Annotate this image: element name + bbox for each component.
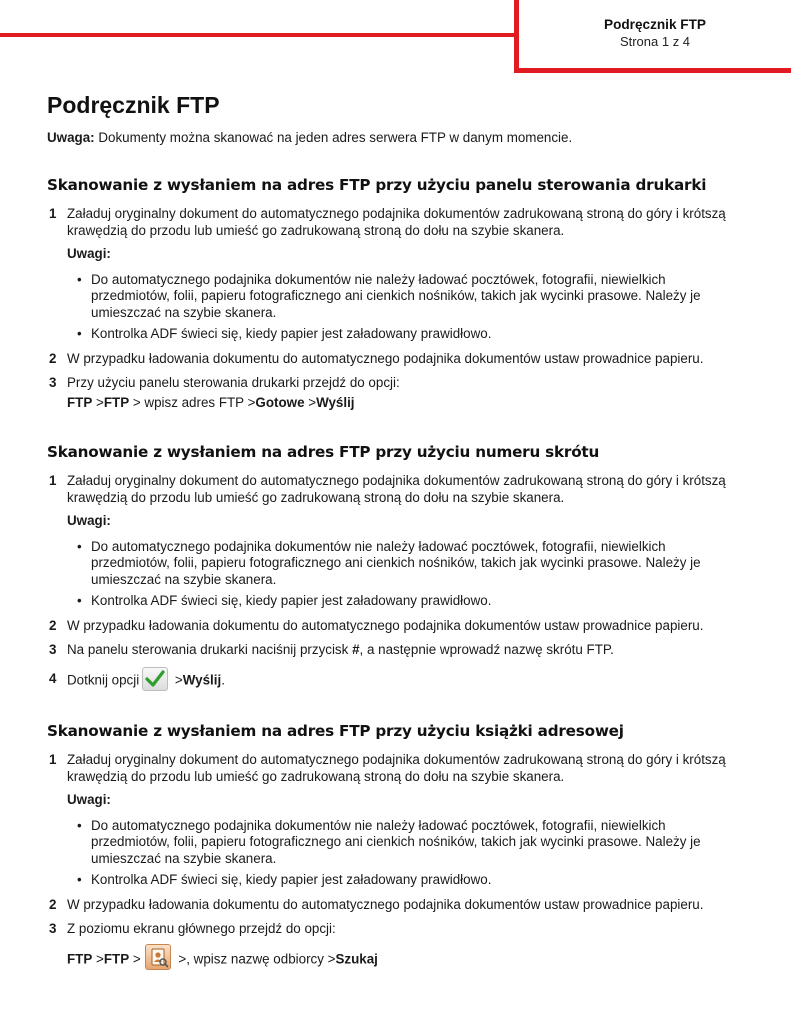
section-address-book <box>47 722 747 978</box>
list-item: • Do automatycznego podajnika dokumentów nie należy ładować pocztówek, fotografii, niewielkich przedmiotów, folii, papieru fotograficznego ani cienkich nośników, takich jak wycinki prasowe. Należy je umieszczać na szybie skanera. <box>77 817 701 866</box>
list-item: • Kontrolka ADF świeci się, kiedy papier jest załadowany prawidłowo. <box>77 593 492 608</box>
header-title: Podręcznik FTP <box>604 17 706 32</box>
step-1 <box>47 752 747 889</box>
section-shortcut-number <box>47 443 747 699</box>
step-3 <box>47 921 747 970</box>
header-accent-rule <box>0 33 519 37</box>
step-number: 2 <box>49 350 57 366</box>
list-item: • Do automatycznego podajnika dokumentów nie należy ładować pocztówek, fotografii, niewielkich przedmiotów, folii, papieru fotograficznego ani cienkich nośników, takich jak wycinki prasowe. Należy je umieszczać na szybie skanera. <box>77 538 701 587</box>
step-text: Załaduj oryginalny dokument do automatycznego podajnika dokumentów zadrukowaną stroną do góry i krótszą krawędzią do przodu lub umieść go zadrukowaną stroną do dołu na szybie skanera. <box>67 206 726 238</box>
list-item: • Do automatycznego podajnika dokumentów nie należy ładować pocztówek, fotografii, niewielkich przedmiotów, folii, papieru fotograficznego ani cienkich nośników, takich jak wycinki prasowe. Należy je umieszczać na szybie skanera. <box>77 271 701 320</box>
bullet-icon: • <box>77 538 82 554</box>
notes-list <box>67 818 747 889</box>
step-number: 3 <box>49 921 57 936</box>
bullet-icon: • <box>77 817 82 833</box>
step-text: W przypadku ładowania dokumentu do automatycznego podajnika dokumentów ustaw prowadnice papieru. <box>67 896 704 912</box>
notes-label: Uwagi: <box>67 513 111 528</box>
note-label: Uwaga: <box>47 130 95 145</box>
step-text: Załaduj oryginalny dokument do automatycznego podajnika dokumentów zadrukowaną stroną do góry i krótszą krawędzią do przodu lub umieść go zadrukowaną stroną do dołu na szybie skanera. <box>67 473 726 505</box>
header-accent-horizontal <box>514 68 791 73</box>
notes-list <box>67 539 747 610</box>
step-text: Z poziomu ekranu głównego przejdź do opcji: <box>67 921 336 936</box>
step-1 <box>47 473 747 610</box>
step-4: 4 Dotknij opcji >Wyślij. <box>47 671 747 691</box>
step-text: W przypadku ładowania dokumentu do automatycznego podajnika dokumentów ustaw prowadnice papieru. <box>67 350 704 366</box>
step-number: 1 <box>49 752 57 767</box>
bullet-icon: • <box>77 271 82 287</box>
step-text: Załaduj oryginalny dokument do automatycznego podajnika dokumentów zadrukowaną stroną do góry i krótszą krawędzią do przodu lub umieść go zadrukowaną stroną do dołu na szybie skanera. <box>67 752 726 784</box>
checkmark-icon <box>142 667 168 691</box>
section-control-panel <box>47 176 747 419</box>
bullet-icon: • <box>77 872 82 887</box>
step-3 <box>47 375 747 411</box>
section-heading: Skanowanie z wysłaniem na adres FTP przy użyciu książki adresowej <box>47 722 624 740</box>
notes-label: Uwagi: <box>67 792 111 807</box>
section-heading: Skanowanie z wysłaniem na adres FTP przy użyciu numeru skrótu <box>47 443 600 461</box>
step-1 <box>47 206 747 343</box>
step-number: 1 <box>49 473 57 488</box>
step-number: 4 <box>49 670 57 686</box>
bullet-icon: • <box>77 326 82 341</box>
menu-path: FTP >FTP > wpisz adres FTP >Gotowe >Wyślij <box>67 394 355 410</box>
page-number: Strona 1 z 4 <box>619 34 691 49</box>
list-item: • Kontrolka ADF świeci się, kiedy papier jest załadowany prawidłowo. <box>77 326 492 341</box>
step-number: 3 <box>49 375 57 390</box>
step-2 <box>47 351 747 368</box>
step-2 <box>47 897 747 914</box>
notes-label: Uwagi: <box>67 246 111 261</box>
step-2 <box>47 618 747 635</box>
step-number: 2 <box>49 896 57 912</box>
running-header <box>519 16 791 50</box>
menu-path: FTP >FTP > >, wpisz nazwę odbiorcy >Szukaj <box>67 950 747 970</box>
notes-list <box>67 272 747 343</box>
note-text: Dokumenty można skanować na jeden adres serwera FTP w danym momencie. <box>94 130 573 145</box>
step-text: Przy użyciu panelu sterowania drukarki przejdź do opcji: <box>67 375 400 390</box>
section-heading: Skanowanie z wysłaniem na adres FTP przy użyciu panelu sterowania drukarki <box>47 176 707 194</box>
step-number: 1 <box>49 206 57 221</box>
step-text: W przypadku ładowania dokumentu do automatycznego podajnika dokumentów ustaw prowadnice papieru. <box>67 617 704 633</box>
list-item: • Kontrolka ADF świeci się, kiedy papier jest załadowany prawidłowo. <box>77 872 492 887</box>
bullet-icon: • <box>77 593 82 608</box>
intro-note <box>47 130 572 145</box>
address-book-icon <box>145 944 171 970</box>
step-number: 3 <box>49 642 57 657</box>
page-title: Podręcznik FTP <box>47 92 220 118</box>
step-number: 2 <box>49 617 57 633</box>
step-3: 3 Na panelu sterowania drukarki naciśnij przycisk #, a następnie wprowadź nazwę skrótu FTP. <box>49 642 614 657</box>
